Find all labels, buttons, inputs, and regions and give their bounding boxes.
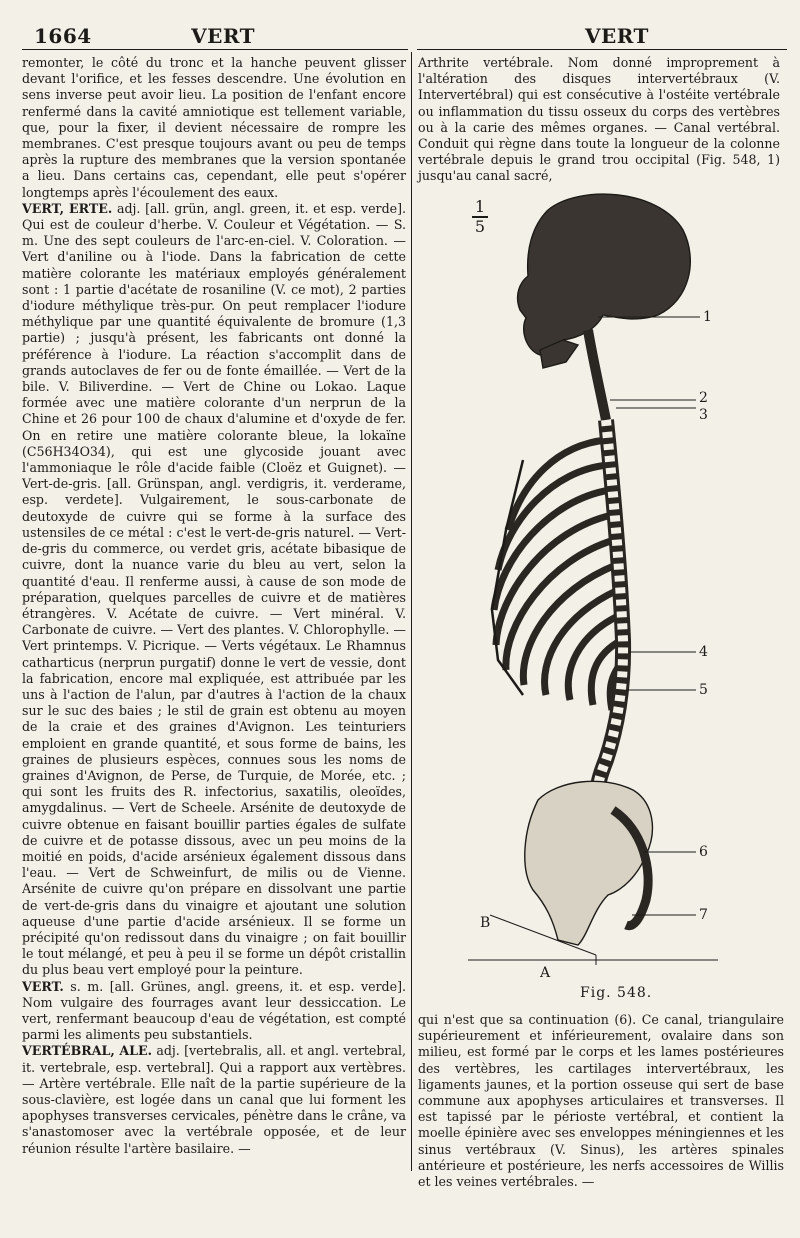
figure-label-2: 2 [699, 390, 708, 406]
entry-body: adj. [vertebralis, all. et angl. vertebral, it. vertebrale, esp. vertebral]. Qui a rapport aux vertèbres. — Artère vertébrale. Elle naît de la partie supérieure de la sous-clavière, est logée dans un canal que lui forment les apophyses transverses cervicales, pénètre dans le crâne, va s'anastomoser avec la vertébrale opposée, et de leur réunion résulte l'artère basilaire. — [22, 1043, 406, 1156]
header-left [34, 24, 255, 48]
header-rule-left [22, 49, 408, 50]
running-head-left: VERT [191, 24, 256, 48]
page-number: 1664 [34, 24, 92, 48]
paragraph-arthrite-canal: Arthrite vertébrale. Nom donné improprement à l'altération des disques intervertébraux (V. Intervertébral) qui est consécutive à l'ostéite vertébrale ou inflammation du tissu osseux du corps des vertèbres ou à la carie des mêmes organes. — Canal vertébral. Conduit qui règne dans toute la longueur de la colonne vertébrale depuis le grand trou occipital (Fig. 548, 1) jusqu'au canal sacré, [418, 55, 780, 184]
figure-label-B: B [480, 915, 491, 931]
entry-body: s. m. [all. Grünes, angl. greens, it. et esp. verde]. Nom vulgaire des fourrages avant leur dessiccation. Le vert, renfermant beaucoup d'eau de végétation, est compté parmi les aliments peu substantiels. [22, 978, 406, 1043]
column-divider [411, 52, 412, 1171]
right-column-top [418, 55, 780, 185]
cervical-spine [588, 330, 606, 420]
entry-headword: VERTÉBRAL, ALE. [22, 1043, 153, 1059]
figure-label-A: A [540, 965, 551, 980]
entry-vertebral [22, 1043, 406, 1156]
left-column [22, 55, 406, 1157]
header-rule-right [417, 49, 787, 50]
figure-label-6: 6 [699, 844, 708, 860]
figure-caption: Fig. 548. [580, 985, 653, 1001]
figure-label-7: 7 [699, 907, 708, 923]
figure-label-4: 4 [699, 644, 708, 660]
skeleton-figure [428, 190, 780, 980]
entry-headword: VERT, ERTE. [22, 200, 113, 216]
entry-vert-noun [22, 979, 406, 1044]
paragraph-version-continued: remonter, le côté du tronc et la hanche peuvent glisser devant l'orifice, et les fesses descendre. Une évolution en sens inverse peut avoir lieu. La position de l'enfant encore renfermé dans la cavité amniotique est tellement variable, que, pour la fixer, il devient nécessaire de rompre les membranes. C'est presque toujours avant ou peu de temps après la rupture des membranes que la version spontanée a lieu. Dans certains cas, cependant, elle peut s'opérer longtemps après l'écoulement des eaux. [22, 55, 406, 200]
figure-label-1: 1 [703, 309, 712, 325]
right-column-bottom [418, 1012, 784, 1190]
figure-label-5: 5 [699, 682, 708, 698]
running-head-right: VERT [585, 24, 649, 48]
entry-vert-adj [22, 201, 406, 979]
scale-numerator: 1 [474, 197, 486, 216]
scale-denominator: 5 [474, 217, 486, 236]
figure-label-3: 3 [699, 407, 708, 423]
paragraph-canal-continued: qui n'est que sa continuation (6). Ce canal, triangulaire supérieurement et inférieurement, ovalaire dans son milieu, est formé par le corps et les lames postérieures des vertèbres, les cartilages intervertébraux, les ligaments jaunes, et la portion osseuse qui sert de base commune aux apophyses articulaires et transverses. Il est tapissé par le périoste vertébral, et contient la moelle épinière avec ses enveloppes méningiennes et les sinus vertébraux (V. Sinus), les artères spinales antérieure et postérieure, les nerfs accessoires de Willis et les veines vertébrales. — [418, 1012, 784, 1190]
entry-body: adj. [all. grün, angl. green, it. et esp. verde]. Qui est de couleur d'herbe. V. Couleur et Végétation. — S. m. Une des sept couleurs de l'arc-en-ciel. V. Coloration. — Vert d'aniline ou à l'iode. Dans la fabrication de cette matière colorante les matériaux employés généralement sont : 1 partie d'acétate de rosaniline (V. ce mot), 2 parties d'iodure méthylique très-pur. On peut remplacer l'iodure méthylique par une quantité équivalente de bromure (1,3 partie) ; jusqu'à présent, les fabricants ont donné la préférence à l'iodure. La réaction s'accomplit dans de grands autoclaves de fer ou de fonte émaillée. — Vert de la bile. V. Biliverdine. — Vert de Chine ou Lokao. Laque formée avec une matière colorante d'un nerprun de la Chine et 26 pour 100 de chaux d'alumine et d'oxyde de fer. On en retire une matière colorante bleue, la lokaïne (C56H34O34), qui est une glycoside jouant avec l'ammoniaque le rôle d'acide faible (Cloëz et Guignet). — Vert-de-gris. [all. Grünspan, angl. verdigris, it. verderame, esp. verdete]. Vulgairement, le sous-carbonate de deutoxyde de cuivre qui se forme à la surface des ustensiles de ce métal : c'est le vert-de-gris naturel. — Vert-de-gris du commerce, ou verdet gris, acétate bibasique de cuivre, dont la nuance varie du bleu au vert, selon la quantité d'eau. Il renferme aussi, à cause de son mode de préparation, quelques parcelles de cuivre et de matières étrangères. V. Acétate de cuivre. — Vert minéral. V. Carbonate de cuivre. — Vert des plantes. V. Chlorophylle. — Vert printemps. V. Picrique. — Verts végétaux. Le Rhamnus catharticus (nerprun purgatif) donne le vert de vessie, dont la fabrication, encore mal expliquée, est attribuée par les uns à l'action de l'alun, par d'autres à l'action de la chaux sur le suc des baies ; le stil de grain est obtenu au moyen de la craie et des graines d'Avignon. Les teinturiers emploient en grande quantité, et sous forme de bains, les graines de plusieurs espèces, connues sous les noms de graines d'Avignon, de Perse, de Turquie, de Morée, etc. ; qui sont les fruits des R. infectorius, saxatilis, oleoïdes, amygdalinus. — Vert de Scheele. Arsénite de deutoxyde de cuivre obtenue en faisant bouillir parties égales de sulfate de cuivre et de potasse dissous, avec un peu moins de la moitié en poids, d'acide arsénieux également dissous dans l'eau. — Vert de Schweinfurt, de milis ou de Vienne. Arsénite de cuivre qu'on prépare en dissolvant une partie de vert-de-gris dans du vinaigre et ajoutant une solution aqueuse d'une partie d'acide arsénieux. Il se forme un précipité qu'on redissout dans du vinaigre ; on fait bouillir le tout mélangé, et peu à peu il se forme un dépôt cristallin du plus beau vert employé pour la peinture. [22, 200, 406, 978]
skull-drawing [518, 194, 691, 355]
entry-headword: VERT. [22, 978, 64, 994]
